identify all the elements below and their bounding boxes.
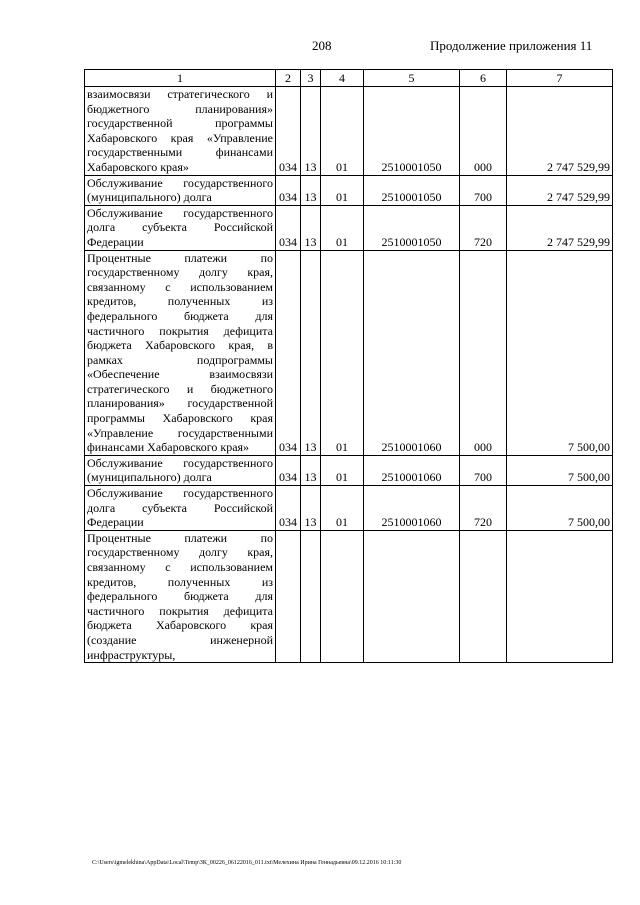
column-header: 6: [460, 70, 507, 87]
column-header: 4: [321, 70, 364, 87]
row-ministry-code: 034: [276, 486, 301, 531]
row-amount: 7 500,00: [507, 455, 613, 485]
row-amount: 7 500,00: [507, 486, 613, 531]
row-expense-type: 700: [460, 455, 507, 485]
row-amount: 2 747 529,99: [507, 175, 613, 205]
row-name: Обслуживание государственного долга субъекта Российской Федерации: [85, 205, 276, 250]
row-section: 13: [301, 205, 321, 250]
table-row: [85, 250, 613, 455]
header-row: [85, 70, 613, 87]
row-amount: 2 747 529,99: [507, 87, 613, 176]
column-header: 1: [85, 70, 276, 87]
row-subsection: 01: [321, 87, 364, 176]
row-expense-type: 720: [460, 205, 507, 250]
row-subsection: [321, 530, 364, 662]
row-name: Обслуживание государственного (муниципального) долга: [85, 455, 276, 485]
row-target-article: 2510001060: [364, 250, 460, 455]
row-expense-type: 000: [460, 87, 507, 176]
table-row: [85, 530, 613, 662]
column-header: 3: [301, 70, 321, 87]
row-subsection: 01: [321, 250, 364, 455]
row-name: Процентные платежи по государственному долгу края, связанному с использованием кредитов, полученных из федерального бюджета для частичного покрытия дефицита бюджета Хабаровского края, в рамках подпрограммы «Обеспечение взаимосвязи стратегического и бюджетного планирования» государственной программы Хабаровского края «Управление государственными финансами Хабаровского края»: [85, 250, 276, 455]
table-row: [85, 175, 613, 205]
row-subsection: 01: [321, 175, 364, 205]
row-section: 13: [301, 87, 321, 176]
column-header: 7: [507, 70, 613, 87]
row-target-article: 2510001060: [364, 455, 460, 485]
row-section: 13: [301, 486, 321, 531]
column-header: 5: [364, 70, 460, 87]
appendix-title: Продолжение приложения 11: [430, 38, 593, 53]
row-subsection: 01: [321, 455, 364, 485]
row-section: 13: [301, 455, 321, 485]
footer-file-path: C:\Users\igmelekhina\AppData\Local\Temp\ЗК_00226_06122016_011.txt\Мелехина Ирина Геннадьевна\09.12.2016 10:11:30: [92, 860, 402, 866]
table-row: [85, 486, 613, 531]
row-section: 13: [301, 250, 321, 455]
row-ministry-code: 034: [276, 455, 301, 485]
row-section: [301, 530, 321, 662]
row-amount: 7 500,00: [507, 250, 613, 455]
row-amount: 2 747 529,99: [507, 205, 613, 250]
row-section: 13: [301, 175, 321, 205]
row-ministry-code: 034: [276, 205, 301, 250]
row-target-article: 2510001050: [364, 87, 460, 176]
row-target-article: 2510001060: [364, 486, 460, 531]
row-target-article: 2510001050: [364, 175, 460, 205]
row-ministry-code: [276, 530, 301, 662]
row-name: Обслуживание государственного долга субъекта Российской Федерации: [85, 486, 276, 531]
table-row: [85, 205, 613, 250]
row-amount: [507, 530, 613, 662]
row-ministry-code: 034: [276, 175, 301, 205]
row-subsection: 01: [321, 205, 364, 250]
page-number: 208: [312, 38, 332, 53]
row-name: Обслуживание государственного (муниципального) долга: [85, 175, 276, 205]
row-ministry-code: 034: [276, 250, 301, 455]
row-subsection: 01: [321, 486, 364, 531]
row-expense-type: 720: [460, 486, 507, 531]
row-ministry-code: 034: [276, 87, 301, 176]
row-name: взаимосвязи стратегического и бюджетного планирования» государственной программы Хабаровского края «Управление государственными финансами Хабаровского края»: [85, 87, 276, 176]
row-target-article: 2510001050: [364, 205, 460, 250]
row-expense-type: 700: [460, 175, 507, 205]
budget-table: [84, 69, 613, 663]
row-expense-type: 000: [460, 250, 507, 455]
table-row: [85, 455, 613, 485]
row-target-article: [364, 530, 460, 662]
table-row: [85, 87, 613, 176]
row-name: Процентные платежи по государственному долгу края, связанному с использованием кредитов, полученных из федерального бюджета для частичного покрытия дефицита бюджета Хабаровского края (создание инженерной инфраструктуры,: [85, 530, 276, 662]
column-header: 2: [276, 70, 301, 87]
row-expense-type: [460, 530, 507, 662]
